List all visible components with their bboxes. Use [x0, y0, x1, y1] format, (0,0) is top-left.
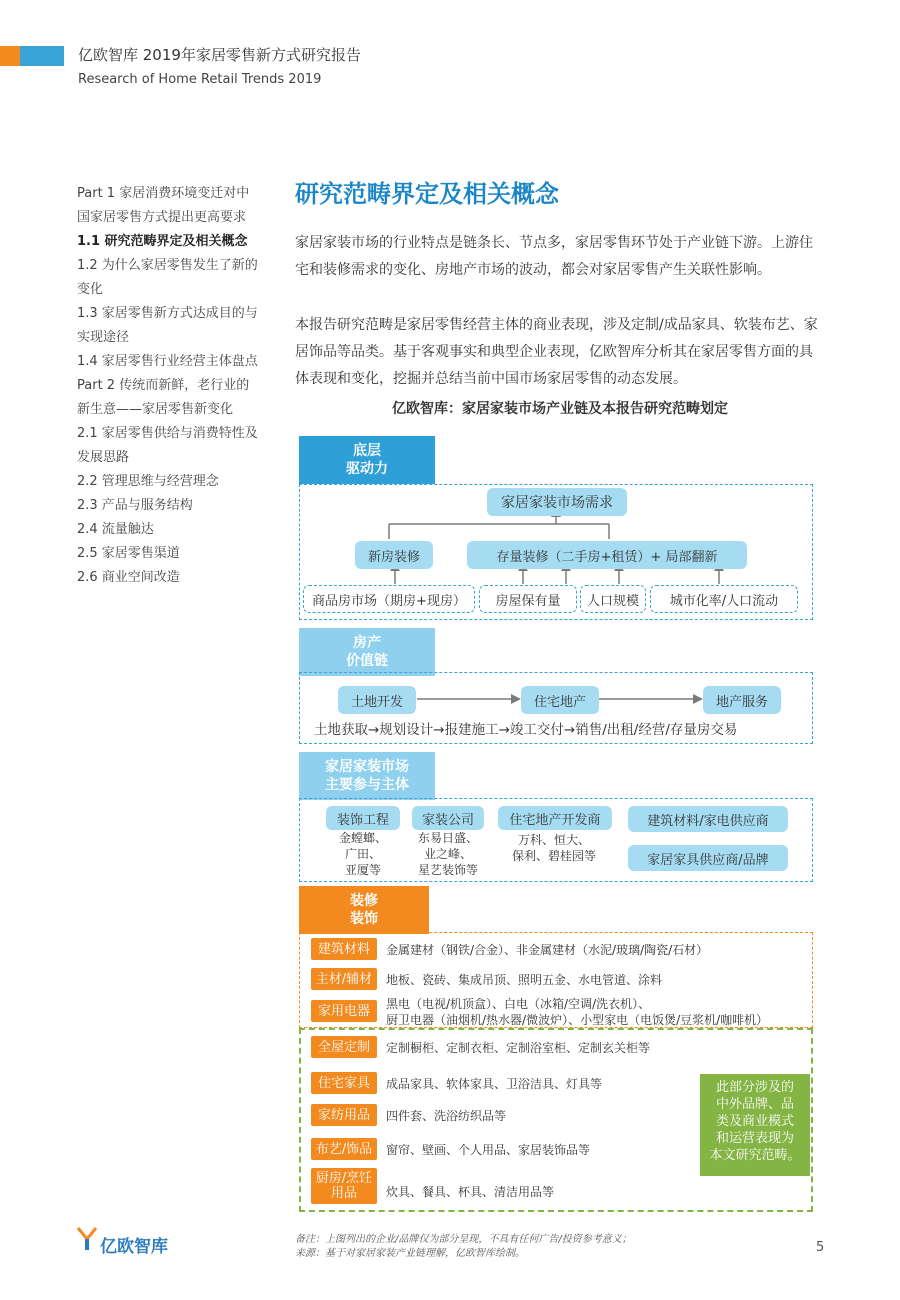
player-home-deco-examples: 东易日盛、 业之峰、 星艺装饰等 [417, 831, 478, 877]
players-tag [299, 752, 435, 800]
toc-item[interactable]: 2.4 流量触达 [77, 522, 154, 537]
toc-item[interactable]: 新生意——家居零售新变化 [77, 402, 234, 417]
players-tag-line1: 家居家装市场 [325, 759, 409, 775]
section-title: 研究范畴界定及相关概念 [295, 180, 559, 208]
toc-item[interactable]: 2.3 产品与服务结构 [77, 498, 193, 513]
player-decoration-eng: 装饰工程 [326, 806, 400, 830]
report-subtitle: Research of Home Retail Trends 2019 [78, 72, 322, 87]
toc-item[interactable]: 2.1 家居零售供给与消费特性及 [77, 426, 258, 441]
factor-housing-stock: 房屋保有量 [479, 585, 577, 613]
decoration-tag-line2: 装饰 [350, 911, 378, 927]
deco-tag-kitchen: 厨房/烹饪 用品 [311, 1168, 377, 1204]
header-blue-bar [20, 46, 64, 66]
toc-item[interactable]: 2.5 家居零售渠道 [77, 546, 180, 561]
deco-tag-home-textile: 家纺用品 [311, 1104, 377, 1126]
deco-text-appliances-2: 厨卫电器（油烟机/热水器/微波炉）、小型家电（电饭煲/豆浆机/咖啡机） [386, 1013, 769, 1027]
realestate-tag-line2: 价值链 [346, 653, 388, 669]
new-house-node: 新房装修 [355, 541, 433, 569]
player-decoration-eng-examples: 金螳螂、 广田、 亚厦等 [338, 831, 387, 877]
footer-source: 来源：基于对家居家装产业链理解，亿欧智库绘制。 [295, 1248, 525, 1259]
deco-text-home-textile: 四件套、洗浴纺织品等 [386, 1109, 507, 1123]
toc-item[interactable]: 2.6 商业空间改造 [77, 570, 180, 585]
deco-text-home-furniture: 成品家具、软体家具、卫浴洁具、灯具等 [386, 1077, 603, 1091]
property-service-node: 地产服务 [703, 686, 781, 714]
deco-tag-fabric-decor: 布艺/饰品 [311, 1138, 377, 1160]
deco-tag-building-materials: 建筑材料 [311, 938, 377, 960]
figure-title: 亿欧智库：家居家装市场产业链及本报告研究范畴划定 [392, 401, 728, 417]
toc-item[interactable]: Part 1 家居消费环境变迁对中 [77, 186, 250, 201]
toc-item[interactable]: 1.4 家居零售行业经营主体盘点 [77, 354, 258, 369]
toc-item[interactable]: 2.2 管理思维与经营理念 [77, 474, 219, 489]
stock-node: 存量装修（二手房+租赁）+ 局部翻新 [467, 541, 747, 569]
deco-text-fabric-decor: 窗帘、壁画、个人用品、家居装饰品等 [386, 1143, 591, 1157]
factor-housing-market: 商品房市场（期房+现房） [303, 585, 475, 613]
table-of-contents [77, 182, 269, 590]
deco-tag-appliances: 家用电器 [311, 1000, 377, 1022]
residential-node: 住宅地产 [521, 686, 599, 714]
factor-population: 人口规模 [580, 585, 646, 613]
realestate-tag [299, 628, 435, 676]
deco-text-custom-furniture: 定制橱柜、定制衣柜、定制浴室柜、定制玄关柜等 [386, 1041, 651, 1055]
research-scope-note: 此部分涉及的 中外品牌、品 类及商业模式 和运营表现为 本文研究范畴。 [700, 1074, 810, 1176]
realestate-chain-text: 土地获取→规划设计→报建施工→竣工交付→销售/出租/经营/存量房交易 [314, 722, 738, 738]
toc-item[interactable]: 变化 [77, 282, 104, 297]
page-number: 5 [816, 1240, 825, 1255]
player-building-supplier: 建筑材料/家电供应商 [628, 806, 788, 832]
intro-paragraph-1: 家居家装市场的行业特点是链条长、节点多，家居零售环节处于产业链下游。上游住宅和装修需求的变化、房地产市场的波动，都会对家居零售产生关联性影响。 [295, 235, 813, 278]
decoration-tag [299, 886, 429, 934]
drive-tag-line2: 驱动力 [346, 461, 388, 477]
drive-tag-line1: 底层 [353, 443, 381, 459]
intro-paragraph-2: 本报告研究范畴是家居零售经营主体的商业表现，涉及定制/成品家具、软装布艺、家居饰品等品类。基于客观事实和典型企业表现，亿欧智库分析其在家居零售方面的具体表现和变化，挖掘并总结当前中国市场家居零售的动态发展。 [295, 317, 818, 387]
footer-note: 备注：上图列出的企业/品牌仅为部分呈现，不具有任何广告/投资参考意义； [295, 1234, 632, 1245]
deco-text-main-aux-materials: 地板、瓷砖、集成吊顶、照明五金、水电管道、涂料 [386, 973, 663, 987]
toc-item[interactable]: 1.3 家居零售新方式达成目的与 [77, 306, 258, 321]
toc-item[interactable]: 发展思路 [77, 450, 130, 465]
header-orange-bar [0, 46, 20, 66]
toc-item[interactable]: 实现途径 [77, 330, 130, 345]
drive-tag [299, 436, 435, 484]
yiou-logo-icon [76, 1226, 98, 1252]
factor-urbanization: 城市化率/人口流动 [650, 585, 798, 613]
deco-tag-custom-furniture: 全屋定制 [311, 1036, 377, 1058]
deco-text-building-materials: 金属建材（钢铁/合金）、非金属建材（水泥/玻璃/陶瓷/石材） [386, 943, 709, 957]
report-title: 亿欧智库 2019年家居零售新方式研究报告 [78, 46, 361, 64]
deco-tag-main-aux-materials: 主材/辅材 [311, 968, 377, 990]
toc-item-active[interactable]: 1.1 研究范畴界定及相关概念 [77, 234, 248, 249]
players-tag-line2: 主要参与主体 [325, 777, 409, 793]
toc-item[interactable]: 国家居零售方式提出更高要求 [77, 210, 247, 225]
player-furniture-supplier: 家居家具供应商/品牌 [628, 845, 788, 871]
deco-text-appliances-1: 黑电（电视/机顶盒）、白电（冰箱/空调/洗衣机）、 [386, 997, 651, 1011]
player-developer-examples: 万科、恒大、 保利、碧桂园等 [511, 833, 596, 863]
player-developer: 住宅地产开发商 [498, 806, 612, 830]
land-dev-node: 土地开发 [338, 686, 416, 714]
toc-item[interactable]: Part 2 传统而新鲜，老行业的 [77, 378, 250, 393]
toc-item[interactable]: 1.2 为什么家居零售发生了新的 [77, 258, 258, 273]
demand-node: 家居家装市场需求 [487, 488, 627, 516]
deco-tag-home-furniture: 住宅家具 [311, 1072, 377, 1094]
realestate-tag-line1: 房产 [353, 635, 381, 651]
decoration-tag-line1: 装修 [350, 893, 378, 909]
yiou-logo-text: 亿欧智库 [100, 1237, 168, 1257]
player-home-deco-company: 家装公司 [412, 806, 484, 830]
deco-text-kitchen: 炊具、餐具、杯具、清洁用品等 [386, 1185, 555, 1199]
